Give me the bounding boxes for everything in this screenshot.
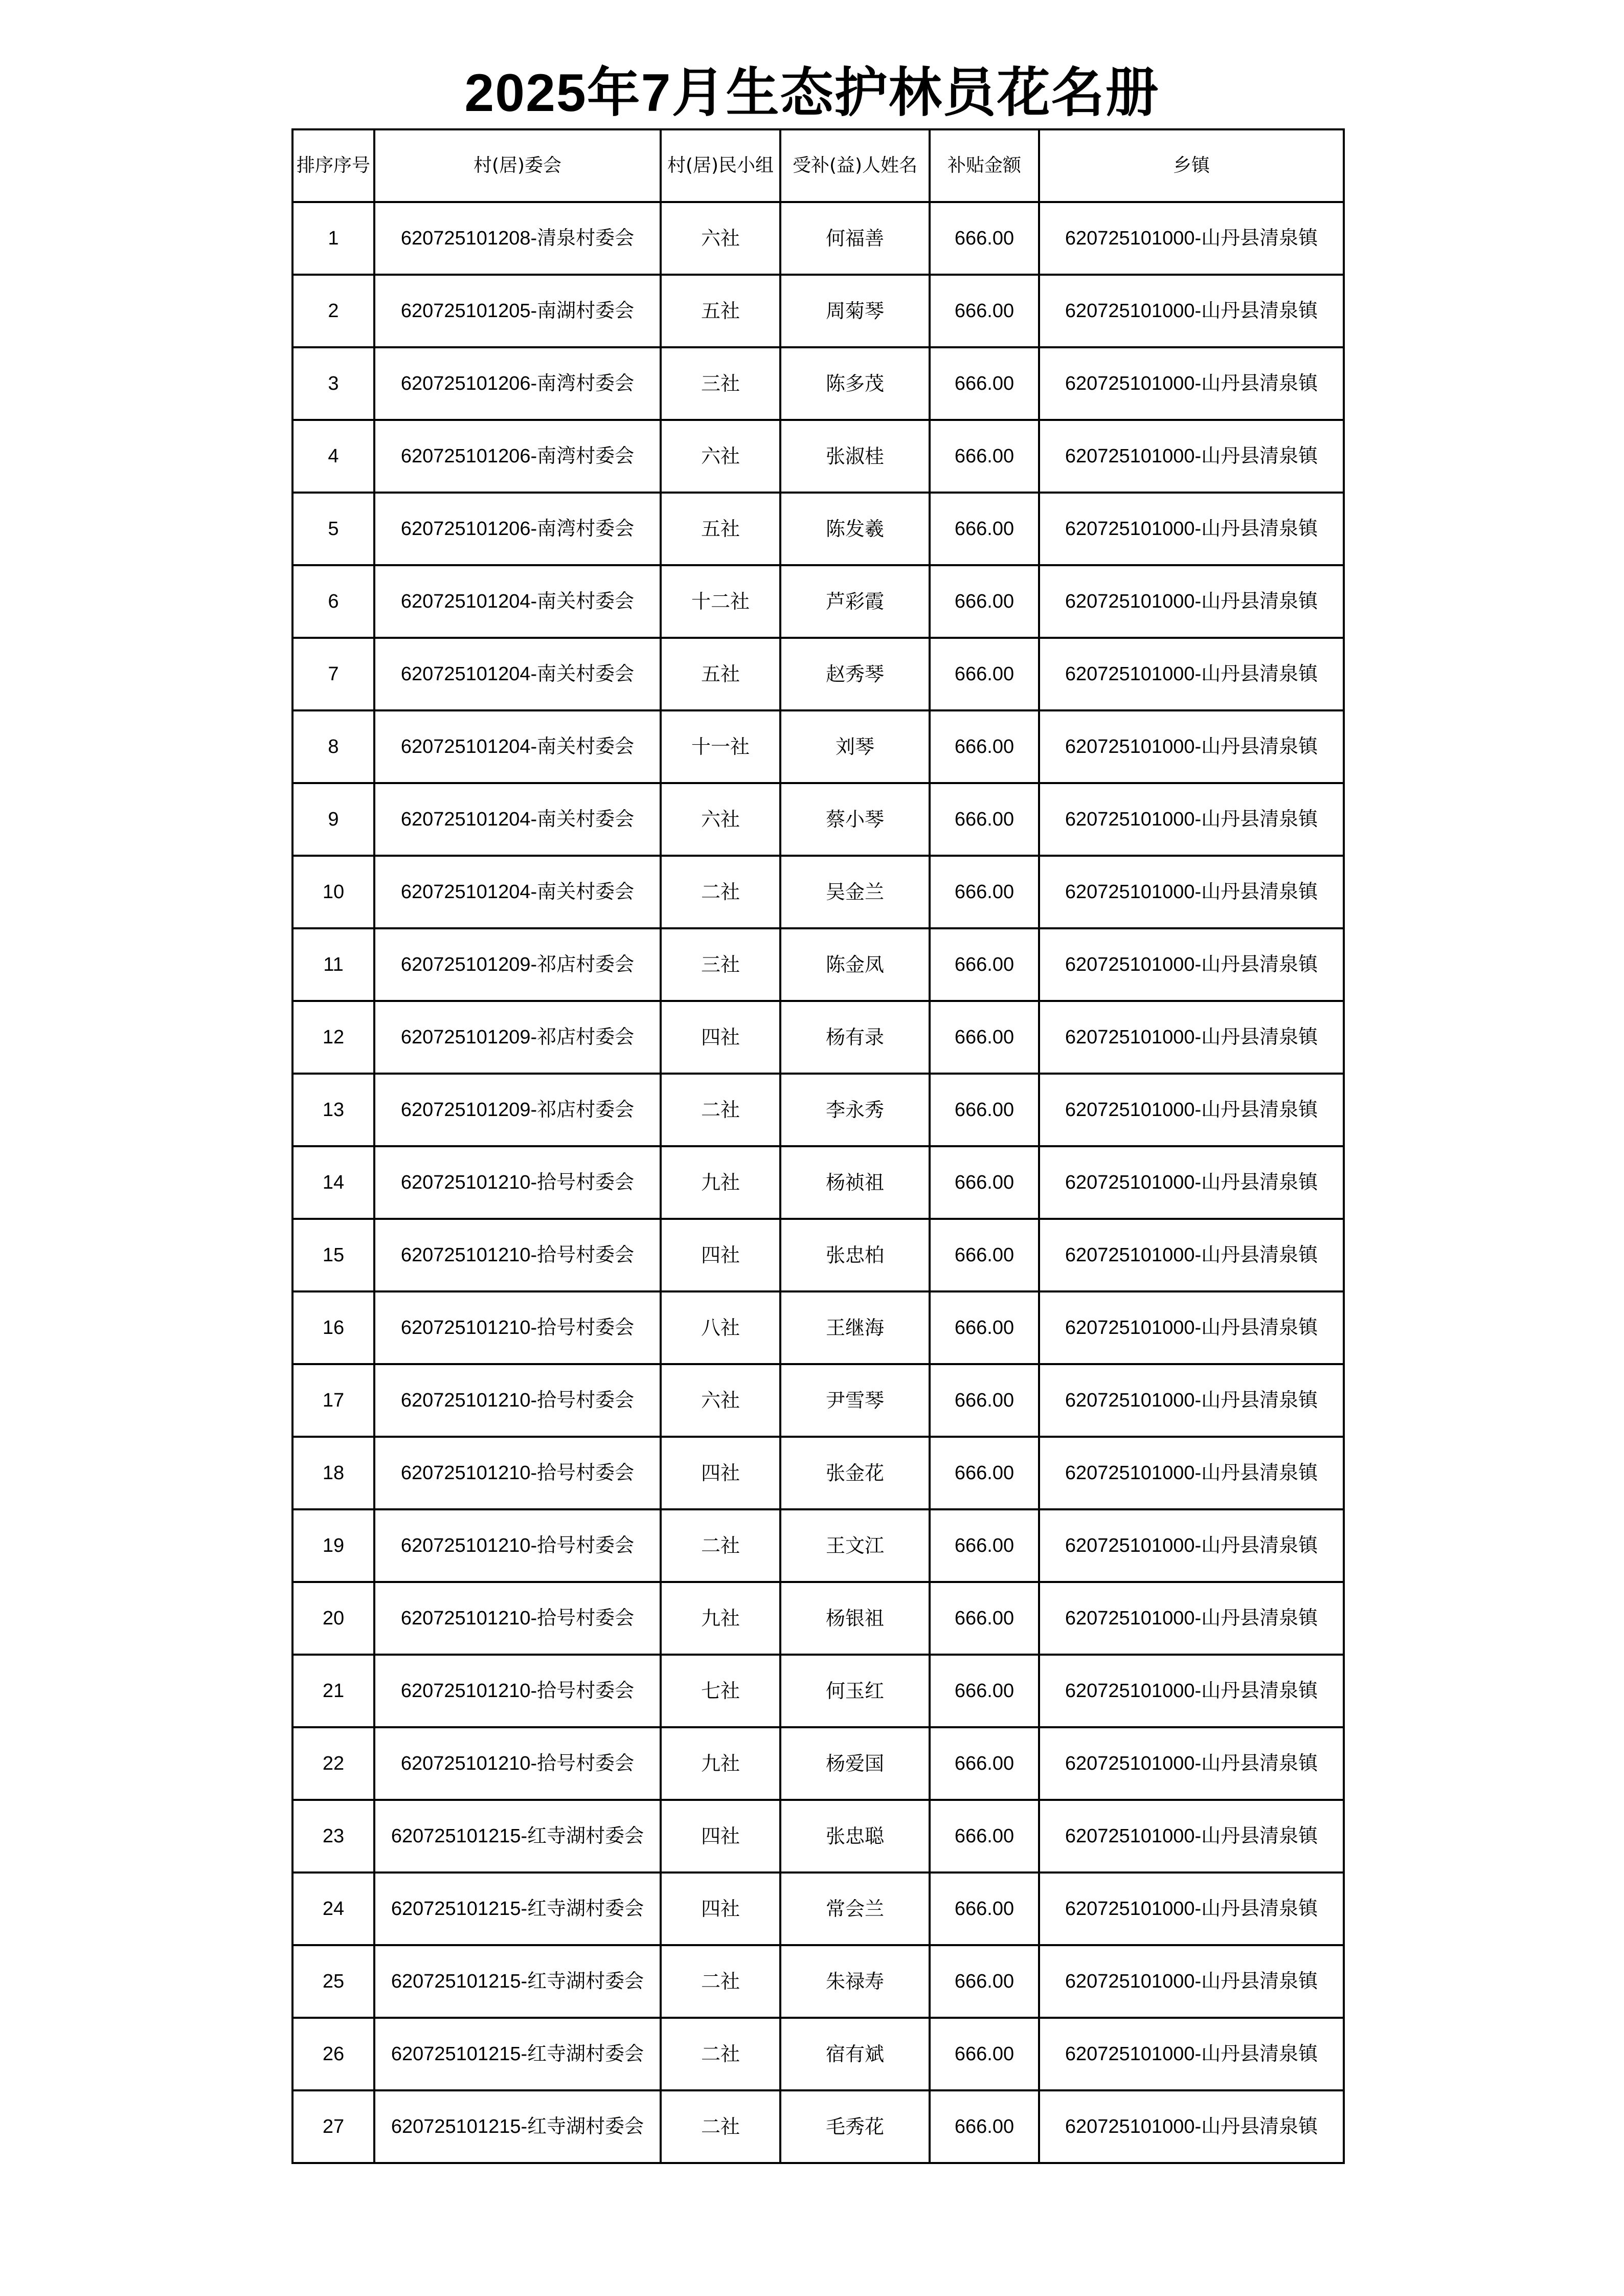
cell-town: 620725101000-山丹县清泉镇 <box>1039 1364 1344 1437</box>
table-row <box>292 1800 1344 1873</box>
cell-town: 620725101000-山丹县清泉镇 <box>1039 420 1344 493</box>
cell-amount: 666.00 <box>930 275 1039 347</box>
cell-name: 陈多茂 <box>780 347 930 420</box>
cell-group: 十二社 <box>661 565 780 638</box>
cell-village: 620725101210-拾号村委会 <box>374 1727 661 1800</box>
cell-group: 四社 <box>661 1001 780 1074</box>
cell-village: 620725101210-拾号村委会 <box>374 1146 661 1219</box>
cell-name: 陈发羲 <box>780 493 930 565</box>
cell-name: 常会兰 <box>780 1873 930 1945</box>
table-row <box>292 1582 1344 1655</box>
cell-amount: 666.00 <box>930 1800 1039 1873</box>
table-row <box>292 1364 1344 1437</box>
cell-amount: 666.00 <box>930 928 1039 1001</box>
cell-group: 五社 <box>661 275 780 347</box>
cell-group: 八社 <box>661 1291 780 1364</box>
table-row <box>292 1437 1344 1509</box>
cell-amount: 666.00 <box>930 1873 1039 1945</box>
cell-village: 620725101205-南湖村委会 <box>374 275 661 347</box>
header-name: 受补(益)人姓名 <box>780 129 930 202</box>
cell-town: 620725101000-山丹县清泉镇 <box>1039 1945 1344 2018</box>
page-title: 2025年7月生态护林员花名册 <box>464 63 1160 123</box>
cell-amount: 666.00 <box>930 1074 1039 1146</box>
cell-village: 620725101206-南湾村委会 <box>374 347 661 420</box>
cell-town: 620725101000-山丹县清泉镇 <box>1039 783 1344 856</box>
cell-village: 620725101204-南关村委会 <box>374 710 661 783</box>
table-row <box>292 565 1344 638</box>
header-group: 村(居)民小组 <box>661 129 780 202</box>
cell-amount: 666.00 <box>930 202 1039 275</box>
cell-name: 杨银祖 <box>780 1582 930 1655</box>
header-index: 排序序号 <box>292 129 374 202</box>
cell-village: 620725101209-祁店村委会 <box>374 1074 661 1146</box>
table-row <box>292 928 1344 1001</box>
cell-amount: 666.00 <box>930 1364 1039 1437</box>
cell-index: 5 <box>292 493 374 565</box>
cell-group: 三社 <box>661 928 780 1001</box>
cell-amount: 666.00 <box>930 1509 1039 1582</box>
cell-group: 九社 <box>661 1582 780 1655</box>
cell-index: 10 <box>292 856 374 928</box>
header-village: 村(居)委会 <box>374 129 661 202</box>
cell-village: 620725101215-红寺湖村委会 <box>374 1800 661 1873</box>
cell-name: 赵秀琴 <box>780 638 930 710</box>
table-row <box>292 202 1344 275</box>
cell-group: 五社 <box>661 638 780 710</box>
cell-name: 杨有录 <box>780 1001 930 1074</box>
cell-index: 3 <box>292 347 374 420</box>
table-body <box>292 202 1344 2163</box>
cell-village: 620725101215-红寺湖村委会 <box>374 2018 661 2090</box>
cell-index: 27 <box>292 2090 374 2163</box>
table-row <box>292 1001 1344 1074</box>
cell-village: 620725101210-拾号村委会 <box>374 1364 661 1437</box>
cell-village: 620725101206-南湾村委会 <box>374 420 661 493</box>
cell-amount: 666.00 <box>930 856 1039 928</box>
cell-town: 620725101000-山丹县清泉镇 <box>1039 2090 1344 2163</box>
cell-amount: 666.00 <box>930 1001 1039 1074</box>
cell-town: 620725101000-山丹县清泉镇 <box>1039 1655 1344 1727</box>
cell-name: 周菊琴 <box>780 275 930 347</box>
cell-name: 芦彩霞 <box>780 565 930 638</box>
cell-village: 620725101206-南湾村委会 <box>374 493 661 565</box>
table-row <box>292 420 1344 493</box>
cell-index: 6 <box>292 565 374 638</box>
cell-group: 二社 <box>661 1945 780 2018</box>
cell-town: 620725101000-山丹县清泉镇 <box>1039 1291 1344 1364</box>
table-row <box>292 347 1344 420</box>
cell-town: 620725101000-山丹县清泉镇 <box>1039 1800 1344 1873</box>
cell-town: 620725101000-山丹县清泉镇 <box>1039 347 1344 420</box>
cell-index: 26 <box>292 2018 374 2090</box>
cell-village: 620725101210-拾号村委会 <box>374 1219 661 1291</box>
cell-group: 七社 <box>661 1655 780 1727</box>
table-row <box>292 710 1344 783</box>
cell-name: 宿有斌 <box>780 2018 930 2090</box>
cell-index: 14 <box>292 1146 374 1219</box>
cell-group: 二社 <box>661 2090 780 2163</box>
cell-town: 620725101000-山丹县清泉镇 <box>1039 1509 1344 1582</box>
table-row <box>292 493 1344 565</box>
cell-index: 16 <box>292 1291 374 1364</box>
table-row <box>292 1945 1344 2018</box>
table-row <box>292 1074 1344 1146</box>
cell-group: 九社 <box>661 1146 780 1219</box>
cell-village: 620725101204-南关村委会 <box>374 856 661 928</box>
cell-name: 张忠柏 <box>780 1219 930 1291</box>
cell-name: 何福善 <box>780 202 930 275</box>
cell-name: 杨爱国 <box>780 1727 930 1800</box>
table-row <box>292 1873 1344 1945</box>
cell-index: 8 <box>292 710 374 783</box>
cell-amount: 666.00 <box>930 1219 1039 1291</box>
cell-index: 23 <box>292 1800 374 1873</box>
cell-village: 620725101204-南关村委会 <box>374 638 661 710</box>
cell-index: 19 <box>292 1509 374 1582</box>
cell-amount: 666.00 <box>930 565 1039 638</box>
cell-amount: 666.00 <box>930 493 1039 565</box>
cell-town: 620725101000-山丹县清泉镇 <box>1039 1727 1344 1800</box>
cell-town: 620725101000-山丹县清泉镇 <box>1039 275 1344 347</box>
cell-village: 620725101209-祁店村委会 <box>374 928 661 1001</box>
cell-group: 四社 <box>661 1437 780 1509</box>
cell-group: 六社 <box>661 202 780 275</box>
cell-index: 25 <box>292 1945 374 2018</box>
cell-name: 陈金凤 <box>780 928 930 1001</box>
cell-index: 9 <box>292 783 374 856</box>
cell-name: 王继海 <box>780 1291 930 1364</box>
cell-name: 何玉红 <box>780 1655 930 1727</box>
cell-amount: 666.00 <box>930 2090 1039 2163</box>
cell-name: 尹雪琴 <box>780 1364 930 1437</box>
table-row <box>292 638 1344 710</box>
cell-town: 620725101000-山丹县清泉镇 <box>1039 565 1344 638</box>
cell-town: 620725101000-山丹县清泉镇 <box>1039 856 1344 928</box>
cell-group: 二社 <box>661 1074 780 1146</box>
cell-amount: 666.00 <box>930 420 1039 493</box>
cell-amount: 666.00 <box>930 2018 1039 2090</box>
cell-index: 22 <box>292 1727 374 1800</box>
cell-village: 620725101210-拾号村委会 <box>374 1655 661 1727</box>
cell-index: 18 <box>292 1437 374 1509</box>
cell-index: 20 <box>292 1582 374 1655</box>
cell-name: 王文江 <box>780 1509 930 1582</box>
cell-index: 21 <box>292 1655 374 1727</box>
cell-town: 620725101000-山丹县清泉镇 <box>1039 928 1344 1001</box>
roster-table <box>291 128 1345 2164</box>
cell-index: 24 <box>292 1873 374 1945</box>
cell-group: 三社 <box>661 347 780 420</box>
table-row <box>292 1655 1344 1727</box>
cell-town: 620725101000-山丹县清泉镇 <box>1039 1437 1344 1509</box>
cell-amount: 666.00 <box>930 638 1039 710</box>
cell-group: 六社 <box>661 420 780 493</box>
cell-group: 二社 <box>661 1509 780 1582</box>
table-row <box>292 1509 1344 1582</box>
table-header-row <box>292 129 1344 202</box>
cell-village: 620725101209-祁店村委会 <box>374 1001 661 1074</box>
cell-amount: 666.00 <box>930 1146 1039 1219</box>
cell-amount: 666.00 <box>930 710 1039 783</box>
cell-index: 13 <box>292 1074 374 1146</box>
cell-town: 620725101000-山丹县清泉镇 <box>1039 638 1344 710</box>
cell-amount: 666.00 <box>930 347 1039 420</box>
cell-index: 12 <box>292 1001 374 1074</box>
cell-index: 2 <box>292 275 374 347</box>
cell-village: 620725101215-红寺湖村委会 <box>374 2090 661 2163</box>
header-amount: 补贴金额 <box>930 129 1039 202</box>
cell-group: 六社 <box>661 1364 780 1437</box>
cell-group: 十一社 <box>661 710 780 783</box>
cell-index: 15 <box>292 1219 374 1291</box>
table-row <box>292 783 1344 856</box>
cell-index: 7 <box>292 638 374 710</box>
cell-town: 620725101000-山丹县清泉镇 <box>1039 202 1344 275</box>
cell-name: 刘琴 <box>780 710 930 783</box>
cell-name: 张金花 <box>780 1437 930 1509</box>
cell-amount: 666.00 <box>930 783 1039 856</box>
cell-group: 二社 <box>661 2018 780 2090</box>
cell-index: 4 <box>292 420 374 493</box>
table-row <box>292 1219 1344 1291</box>
cell-village: 620725101210-拾号村委会 <box>374 1437 661 1509</box>
cell-name: 毛秀花 <box>780 2090 930 2163</box>
cell-town: 620725101000-山丹县清泉镇 <box>1039 710 1344 783</box>
table-row <box>292 1291 1344 1364</box>
cell-town: 620725101000-山丹县清泉镇 <box>1039 1582 1344 1655</box>
cell-village: 620725101215-红寺湖村委会 <box>374 1945 661 2018</box>
cell-group: 九社 <box>661 1727 780 1800</box>
cell-amount: 666.00 <box>930 1582 1039 1655</box>
cell-group: 五社 <box>661 493 780 565</box>
cell-village: 620725101210-拾号村委会 <box>374 1291 661 1364</box>
header-town: 乡镇 <box>1039 129 1344 202</box>
cell-group: 四社 <box>661 1219 780 1291</box>
cell-amount: 666.00 <box>930 1945 1039 2018</box>
cell-village: 620725101204-南关村委会 <box>374 565 661 638</box>
table-row <box>292 275 1344 347</box>
cell-index: 1 <box>292 202 374 275</box>
cell-name: 蔡小琴 <box>780 783 930 856</box>
table-row <box>292 1727 1344 1800</box>
cell-village: 620725101210-拾号村委会 <box>374 1582 661 1655</box>
cell-village: 620725101210-拾号村委会 <box>374 1509 661 1582</box>
cell-name: 李永秀 <box>780 1074 930 1146</box>
cell-name: 杨祯祖 <box>780 1146 930 1219</box>
table-row <box>292 2090 1344 2163</box>
cell-town: 620725101000-山丹县清泉镇 <box>1039 1146 1344 1219</box>
cell-name: 张淑桂 <box>780 420 930 493</box>
cell-group: 四社 <box>661 1873 780 1945</box>
cell-town: 620725101000-山丹县清泉镇 <box>1039 2018 1344 2090</box>
cell-town: 620725101000-山丹县清泉镇 <box>1039 1074 1344 1146</box>
cell-index: 17 <box>292 1364 374 1437</box>
cell-group: 二社 <box>661 856 780 928</box>
cell-amount: 666.00 <box>930 1727 1039 1800</box>
cell-village: 620725101204-南关村委会 <box>374 783 661 856</box>
cell-town: 620725101000-山丹县清泉镇 <box>1039 1001 1344 1074</box>
cell-town: 620725101000-山丹县清泉镇 <box>1039 1219 1344 1291</box>
table-row <box>292 1146 1344 1219</box>
cell-town: 620725101000-山丹县清泉镇 <box>1039 1873 1344 1945</box>
cell-amount: 666.00 <box>930 1655 1039 1727</box>
cell-village: 620725101215-红寺湖村委会 <box>374 1873 661 1945</box>
cell-name: 吴金兰 <box>780 856 930 928</box>
table-row <box>292 856 1344 928</box>
cell-index: 11 <box>292 928 374 1001</box>
table-row <box>292 2018 1344 2090</box>
cell-town: 620725101000-山丹县清泉镇 <box>1039 493 1344 565</box>
cell-village: 620725101208-清泉村委会 <box>374 202 661 275</box>
cell-group: 四社 <box>661 1800 780 1873</box>
cell-group: 六社 <box>661 783 780 856</box>
cell-name: 张忠聪 <box>780 1800 930 1873</box>
cell-amount: 666.00 <box>930 1291 1039 1364</box>
cell-amount: 666.00 <box>930 1437 1039 1509</box>
cell-name: 朱禄寿 <box>780 1945 930 2018</box>
